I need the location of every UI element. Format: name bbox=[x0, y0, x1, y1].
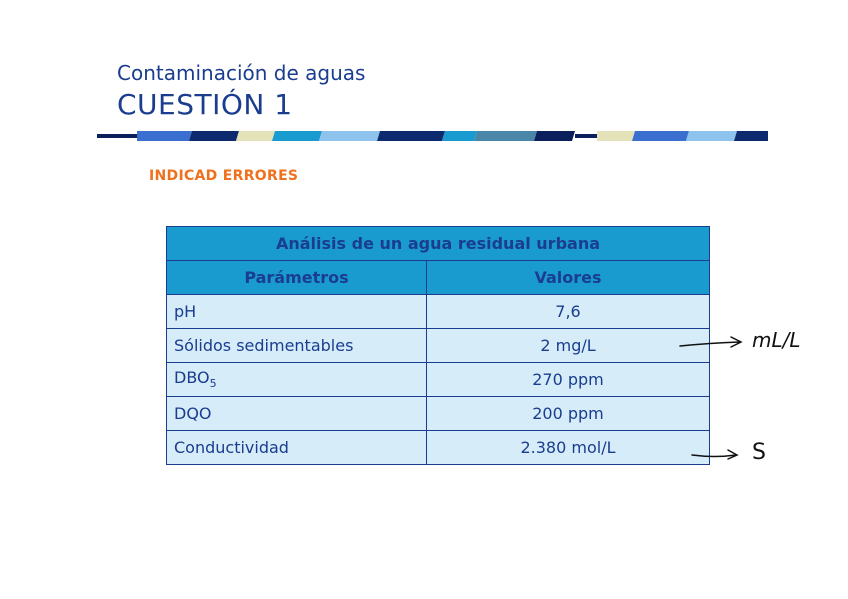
slide-subtitle: Contaminación de aguas bbox=[117, 61, 366, 85]
param-cell: Conductividad bbox=[167, 431, 427, 465]
column-header-values: Valores bbox=[427, 261, 710, 295]
arrow-correction-2 bbox=[692, 450, 737, 459]
column-header-parameters: Parámetros bbox=[167, 261, 427, 295]
param-cell: pH bbox=[167, 295, 427, 329]
handwritten-correction-mL-L: mL/L bbox=[752, 328, 801, 352]
value-cell: 2 mg/L bbox=[427, 329, 710, 363]
slide-title: CUESTIÓN 1 bbox=[117, 88, 293, 121]
handwritten-correction-S: S bbox=[752, 440, 766, 465]
param-cell: DQO bbox=[167, 397, 427, 431]
value-cell: 200 ppm bbox=[427, 397, 710, 431]
value-cell: 2.380 mol/L bbox=[427, 431, 710, 465]
value-cell: 270 ppm bbox=[427, 363, 710, 397]
value-cell: 7,6 bbox=[427, 295, 710, 329]
instruction-label: INDICAD ERRORES bbox=[149, 168, 299, 184]
table-caption: Análisis de un agua residual urbana bbox=[167, 227, 710, 261]
param-subscript: 5 bbox=[209, 377, 217, 391]
param-cell: Sólidos sedimentables bbox=[167, 329, 427, 363]
param-text: DBO bbox=[174, 368, 210, 388]
arrow-correction-1 bbox=[680, 337, 741, 347]
